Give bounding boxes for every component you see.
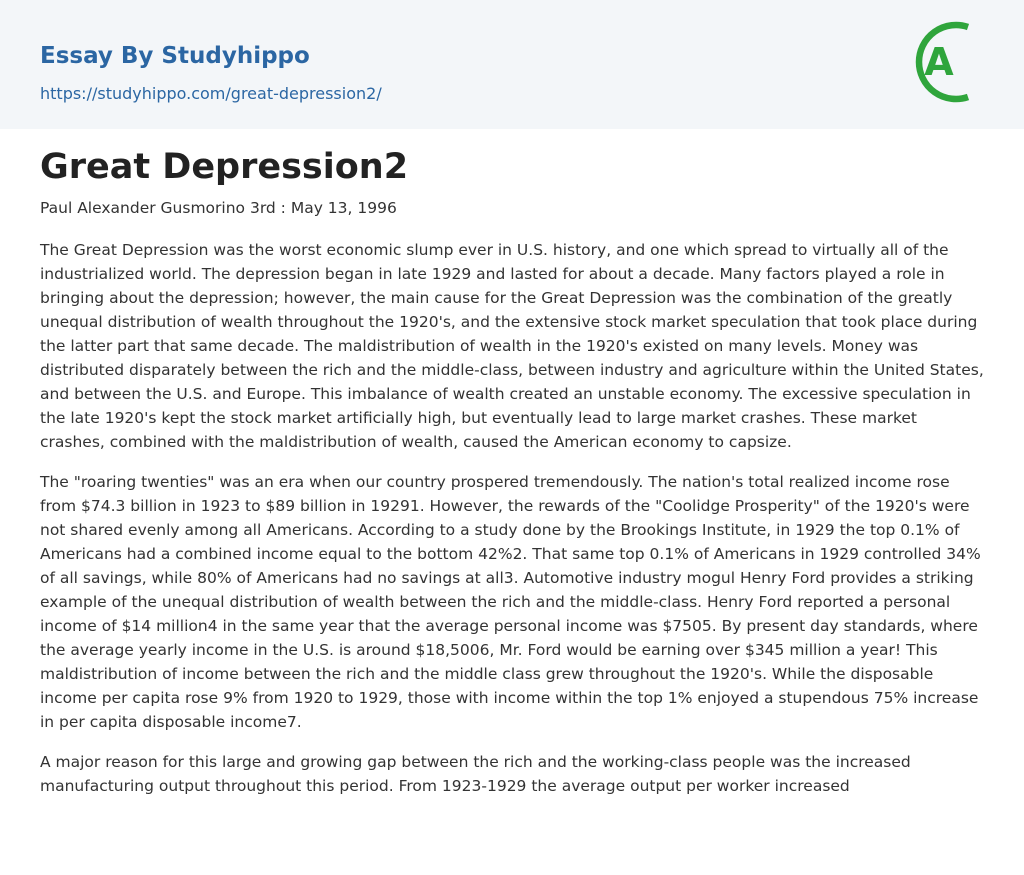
article-paragraph-3: A major reason for this large and growing gap between the rich and the working-class people was the increased manufacturing output throughout this period. From 1923-1929 the average output per worker increased: [40, 753, 911, 795]
article-title: Great Depression2: [40, 147, 409, 187]
site-header: [0, 0, 1024, 129]
article: [40, 144, 984, 798]
article-paragraph-2: The "roaring twenties" was an era when our country prospered tremendously. The nation's total realized income rose from $74.3 billion in 1923 to $89 billion in 19291. However, the rewards of the "Coolidge Prosperity" of the 1920's were not shared evenly among all Americans. According to a study done by the Brookings Institute, in 1929 the top 0.1% of Americans had a combined income equal to the bottom 42%2. That same top 0.1% of Americans in 1929 controlled 34% of all savings, while 80% of Americans had no savings at all3. Automotive industry mogul Henry Ford provides a striking example of the unequal distribution of wealth between the rich and the middle-class. Henry Ford reported a personal income of $14 million4 in the same year that the average personal income was $7505. By present day standards, where the average yearly income in the U.S. is around $18,5006, Mr. Ford would be earning over $345 million a year! This maldistribution of income between the rich and the middle class grew throughout the 1920's. While the disposable income per capita rose 9% from 1920 to 1929, those with income within the top 1% enjoyed a stupendous 75% increase in per capita disposable income7.: [40, 473, 981, 731]
logo-letter: A: [924, 40, 954, 84]
studyhippo-logo-icon[interactable]: [912, 18, 988, 106]
site-title[interactable]: Essay By Studyhippo: [40, 43, 310, 69]
article-url-link[interactable]: https://studyhippo.com/great-depression2/: [40, 84, 382, 103]
article-byline: Paul Alexander Gusmorino 3rd : May 13, 1996: [40, 199, 397, 217]
article-paragraph-1: The Great Depression was the worst economic slump ever in U.S. history, and one which spread to virtually all of the industrialized world. The depression began in late 1929 and lasted for about a decade. Many factors played a role in bringing about the depression; however, the main cause for the Great Depression was the combination of the greatly unequal distribution of wealth throughout the 1920's, and the extensive stock market speculation that took place during the latter part that same decade. The maldistribution of wealth in the 1920's existed on many levels. Money was distributed disparately between the rich and the middle-class, between industry and agriculture within the United States, and between the U.S. and Europe. This imbalance of wealth created an unstable economy. The excessive speculation in the late 1920's kept the stock market artificially high, but eventually lead to large market crashes. These market crashes, combined with the maldistribution of wealth, caused the American economy to capsize.: [40, 241, 984, 451]
